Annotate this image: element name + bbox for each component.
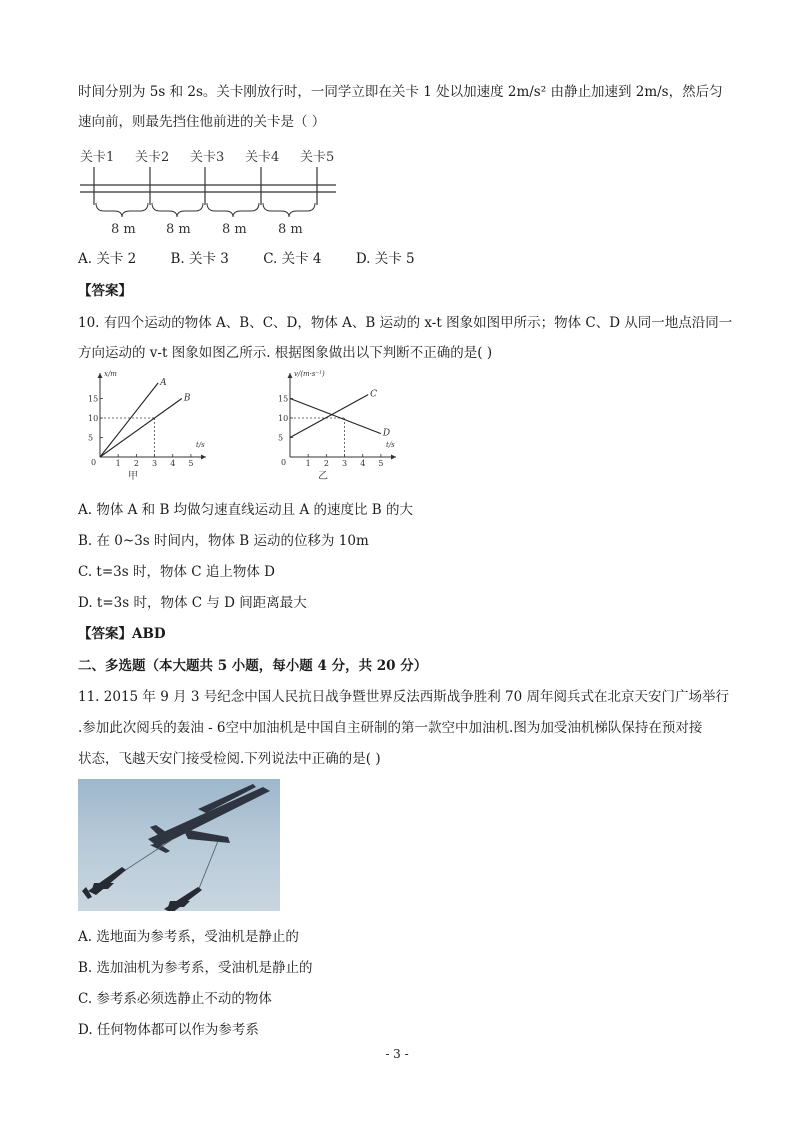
series-label-a: A (160, 377, 167, 388)
y-axis-label: x/m (104, 370, 117, 378)
x-tick-label: 4 (170, 459, 176, 468)
x-tick-label: 2 (133, 459, 139, 468)
vt-graph-yi (278, 372, 403, 484)
x-axis-label: t/s (196, 441, 205, 449)
refuel-hose (198, 841, 218, 891)
q11-text-line1: 11. 2015 年 9 月 3 号纪念中国人民抗日战争暨世界反法西斯战争胜利 70 周年阅兵式在北京天安门广场举行 (78, 689, 730, 705)
gate-label: 关卡5 (300, 150, 335, 165)
receiver-aircraft (82, 867, 126, 899)
y-tick-label: 5 (88, 433, 94, 443)
spacing-brace (207, 203, 259, 217)
spacing-brace (263, 203, 315, 217)
spacing-label: 8 m (222, 222, 247, 237)
x-axis-label: t/s (386, 441, 395, 449)
graph-caption: 甲 (128, 471, 138, 482)
gate-label: 关卡4 (245, 150, 280, 165)
spacing-label: 8 m (278, 222, 303, 237)
receiver-aircraft (164, 887, 202, 911)
x-tick-label: 5 (188, 459, 194, 468)
x-tick-label: 3 (152, 459, 158, 468)
tanker-aircraft (148, 784, 270, 853)
gate-label: 关卡1 (80, 150, 115, 165)
refuel-hose (124, 839, 173, 871)
x-axis-arrow (391, 455, 396, 460)
series-label-c: C (370, 389, 378, 400)
refueling-aircraft-photo (78, 779, 280, 911)
q11-option-b: B. 选加油机为参考系，受油机是静止的 (78, 960, 313, 976)
q10-text-line2: 方向运动的 v-t 图象如图乙所示. 根据图象做出以下判断不正确的是( ) (78, 345, 493, 361)
q11-option-a: A. 选地面为参考系，受油机是静止的 (78, 929, 299, 945)
x-tick-label: 2 (323, 459, 329, 468)
x-tick-label: 5 (378, 459, 384, 468)
series-label-b: B (183, 393, 191, 404)
y-tick-label: 5 (278, 433, 284, 443)
q11-option-c: C. 参考系必须选静止不动的物体 (78, 991, 272, 1007)
series-line-c (290, 395, 368, 438)
origin-label: 0 (281, 458, 287, 467)
q10-answer: 【答案】ABD (78, 626, 166, 642)
gate-diagram (78, 145, 348, 240)
y-axis-label: v/(m·s⁻¹) (294, 370, 325, 378)
q9-option-b: B. 关卡 3 (170, 251, 229, 267)
q10-option-b: B. 在 0~3s 时间内，物体 B 运动的位移为 10m (78, 533, 369, 549)
series-line-a (100, 383, 158, 457)
q9-option-d: D. 关卡 5 (355, 251, 415, 267)
x-axis-arrow (201, 455, 206, 460)
q10-text-line1: 10. 有四个运动的物体 A、B、C、D，物体 A、B 运动的 x-t 图象如图甲所示；物体 C、D 从同一地点沿同一 (78, 315, 733, 331)
spacing-brace (152, 203, 203, 217)
xt-graph-jia (88, 372, 213, 484)
q9-option-c: C. 关卡 4 (263, 251, 322, 267)
origin-label: 0 (91, 458, 97, 467)
spacing-brace (96, 203, 148, 217)
y-axis-arrow (288, 373, 293, 378)
page-number: - 3 - (385, 1047, 409, 1061)
spacing-label: 8 m (111, 222, 136, 237)
series-label-d: D (382, 428, 391, 439)
q9-answer: 【答案】 (78, 283, 132, 299)
graph-caption: 乙 (318, 471, 328, 482)
q11-text-line3: 状态，飞越天安门接受检阅.下列说法中正确的是( ) (78, 751, 381, 767)
y-tick-label: 10 (88, 414, 99, 423)
y-tick-label: 15 (88, 394, 99, 404)
y-tick-label: 15 (278, 394, 289, 404)
q10-option-a: A. 物体 A 和 B 均做匀速直线运动且 A 的速度比 B 的大 (78, 502, 414, 518)
gate-label: 关卡3 (190, 150, 225, 165)
q9-text-line1: 时间分别为 5s 和 2s。关卡刚放行时，一同学立即在关卡 1 处以加速度 2m/s² 由静止加速到 2m/s，然后匀 (78, 84, 723, 100)
series-line-b (100, 399, 182, 458)
gate-label: 关卡2 (135, 150, 170, 165)
q10-option-c: C. t=3s 时，物体 C 追上物体 D (78, 564, 276, 580)
y-axis-arrow (98, 373, 103, 378)
section-heading: 二、多选题（本大题共 5 小题，每小题 4 分，共 20 分） (78, 658, 428, 674)
y-tick-label: 10 (278, 414, 289, 423)
x-tick-label: 1 (305, 459, 311, 468)
x-tick-label: 4 (360, 459, 366, 468)
q11-text-line2: .参加此次阅兵的轰油 - 6空中加油机是中国自主研制的第一款空中加油机.图为加受油机梯队保持在预对接 (78, 720, 703, 736)
spacing-label: 8 m (166, 222, 191, 237)
q9-text-line2: 速向前，则最先挡住他前进的关卡是（ ） (78, 114, 326, 130)
x-tick-label: 3 (342, 459, 348, 468)
series-line-d (290, 399, 381, 434)
q9-option-a: A. 关卡 2 (78, 251, 137, 267)
x-tick-label: 1 (115, 459, 121, 468)
q9-options (78, 249, 445, 269)
q10-option-d: D. t=3s 时，物体 C 与 D 间距离最大 (78, 595, 307, 611)
q11-option-d: D. 任何物体都可以作为参考系 (78, 1022, 259, 1038)
